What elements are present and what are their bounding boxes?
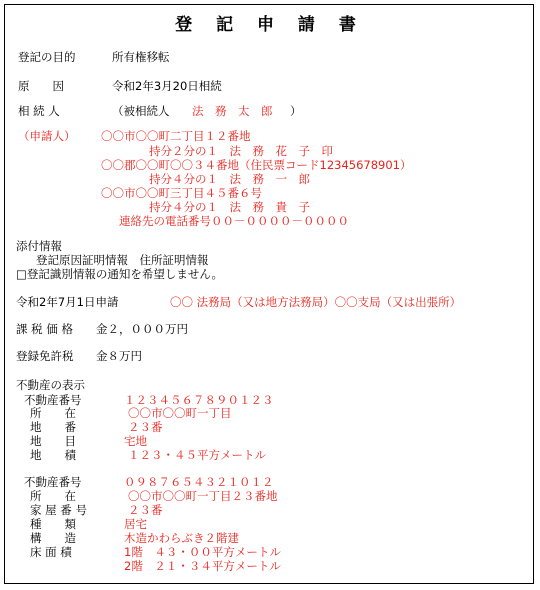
land-lot-value: ２３番 (128, 420, 163, 434)
land-category-value: 宅地 (124, 434, 147, 448)
floor-area-1f: 1階 ４３・００平方メートル (124, 545, 281, 559)
building-structure-value: 木造かわらぶき２階建 (124, 531, 239, 545)
tax-base-value: 金２，０００万円 (96, 322, 188, 336)
attachments-label: 添付情報 (16, 239, 62, 253)
heir-label: 相 続 人 (18, 104, 60, 118)
land-number-label: 不動産番号 (24, 393, 82, 407)
contact-phone: 連絡先の電話番号００－００００－００００ (119, 214, 349, 228)
cause-value: 令和2年3月20日相続 (112, 79, 222, 93)
application-date: 令和2年7月1日申請 (16, 295, 119, 309)
building-number-value: ０９８７６５４３２１０１２ (124, 475, 274, 489)
applicant-share-2: 持分４分の１ 法 務 一 郎 (149, 172, 310, 186)
decedent-name: 法 務 太 郎 (192, 104, 273, 118)
identification-notice-checkbox: □登記識別情報の通知を希望しません。 (16, 267, 224, 281)
land-lot-label: 地 番 (30, 420, 76, 434)
building-structure-label: 構 造 (30, 531, 76, 545)
land-location-label: 所 在 (30, 406, 76, 420)
house-number-label: 家 屋 番 号 (30, 503, 87, 517)
document-title: 登 記 申 請 書 (175, 15, 365, 35)
house-number-value: ２３番 (128, 503, 163, 517)
purpose-label: 登記の目的 (18, 50, 76, 64)
tax-base-label: 課 税 価 格 (16, 322, 73, 336)
attachments-items: 登記原因証明情報 住所証明情報 (36, 253, 209, 267)
purpose-value: 所有権移転 (112, 50, 170, 64)
building-location-label: 所 在 (30, 489, 76, 503)
decedent-open: （被相続人 (112, 104, 170, 118)
cause-label: 原 因 (18, 79, 64, 93)
registration-tax-label: 登録免許税 (16, 349, 74, 363)
application-office: 〇〇 法務局（又は地方法務局）〇〇支局（又は出張所） (170, 295, 462, 309)
building-number-label: 不動産番号 (24, 475, 82, 489)
applicant-address-3: 〇〇市〇〇町三丁目４５番６号 (101, 186, 262, 200)
decedent-close: ） (290, 104, 302, 118)
land-number-value: １２３４５６７８９０１２３ (124, 393, 274, 407)
land-area-value: １２３・４５平方メートル (128, 448, 266, 462)
building-location-value: 〇〇市〇〇町一丁目２３番地 (128, 489, 278, 503)
applicants-label: （申請人） (18, 129, 76, 143)
applicant-address-2: 〇〇郡〇〇町〇〇３４番地（住民票コード12345678901） (101, 158, 412, 172)
registration-tax-value: 金８万円 (96, 349, 142, 363)
building-type-label: 種 類 (30, 517, 76, 531)
applicant-share-1: 持分２分の１ 法 務 花 子 印 (149, 144, 333, 158)
land-location-value: 〇〇市〇〇町一丁目 (128, 406, 232, 420)
land-area-label: 地 積 (30, 448, 76, 462)
applicant-share-3: 持分４分の１ 法 務 貴 子 (149, 200, 310, 214)
building-type-value: 居宅 (124, 517, 147, 531)
floor-area-label: 床 面 積 (30, 545, 72, 559)
applicant-address-1: 〇〇市〇〇町二丁目１２番地 (101, 129, 251, 143)
land-category-label: 地 目 (30, 434, 76, 448)
floor-area-2f: 2階 ２１・３４平方メートル (124, 559, 281, 573)
property-heading: 不動産の表示 (16, 378, 85, 392)
